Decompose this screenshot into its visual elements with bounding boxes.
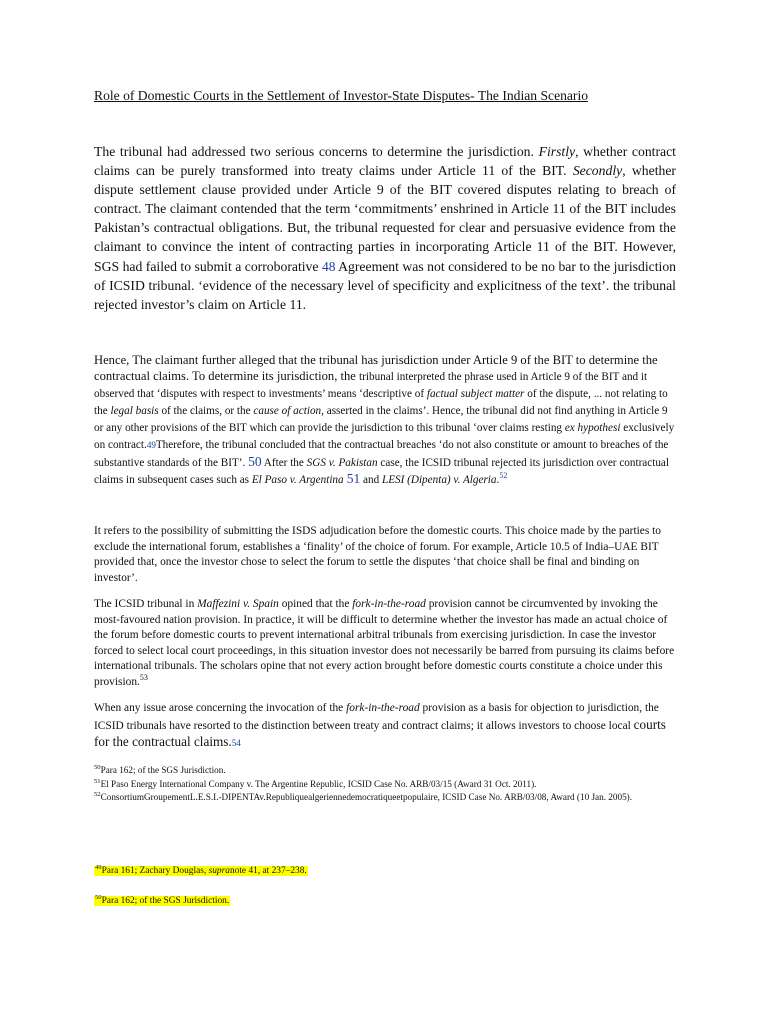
highlight-mark: $^{49}$Para 161; Zachary Douglas, supranote 41, at 237–238. [95, 863, 307, 876]
footnote-ref-51[interactable]: 51 [346, 470, 361, 486]
footnote-51: $^{51}$El Paso Energy International Company v. The Argentine Republic, ICSID Case No. ARB/03/15 (Award 31 Oct. 2011). [94, 777, 537, 789]
footnote-ref-52[interactable]: 52 [499, 470, 508, 480]
highlighted-note-49 [94, 865, 308, 877]
highlight-mark: $^{50}$Para 162; of the SGS Jurisdiction. [95, 893, 230, 906]
footnote-52: $^{52}$ConsortiumGroupementL.E.S.I.-DIPENTAv.Republiquealgeriennedemocratiqueetpopulaire, ICSID Case No. ARB/03/08, Award (10 Jan. 2005). [94, 790, 633, 802]
footnote-50: $^{50}$Para 162; of the SGS Jurisdiction. [94, 763, 226, 775]
document-title: Role of Domestic Courts in the Settlement of Investor-State Disputes- The Indian Scenario [94, 88, 589, 103]
paragraph-fork-in-the-road-finality: It refers to the possibility of submitting the ISDS adjudication before the domestic courts. This choice made by the parties to exclude the international forum, establishes a ‘finality’ of the choice of forum. For example, Article 10.5 of India–UAE BIT provided that, once the investor chose to select the forum to settle the disputes ‘that choice shall be final and binding on investor’. [94, 525, 661, 584]
footnote-ref-53[interactable]: 53 [139, 673, 148, 683]
highlighted-note-50 [94, 895, 230, 907]
footnote-ref-50[interactable]: 50 [248, 453, 262, 469]
paragraph-treaty-contract-distinction: When any issue arose concerning the invocation of the fork-in-the-road provision as a basis for objection to jurisdiction, the ICSID tribunals have resorted to the distinction between treaty and contract claims; it allows investors to choose local courts for the contractual claims.54 [94, 702, 666, 750]
footnote-ref-54[interactable]: 54 [231, 738, 241, 749]
paragraph-tribunal-concerns: The tribunal had addressed two serious concerns to determine the jurisdiction. Firstly, whether contract claims can be purely transformed into treaty claims under Article 11 of the BIT. Secondly, whether dispute settlement clause provided under Article 9 of the BIT covered disputes relating to breach of contract. The claimant contended that the term ‘commitments’ enshrined in Article 11 of the BIT includes Pakistan’s contractual obligations. But, the tribunal requested for clear and persuasive evidence from the claimant to convince the intent of contracting parties in incorporating Article 11 of the BIT. However, SGS had failed to submit a corroborative 48 Agreement was not considered to be no bar to the jurisdiction of ICSID tribunal. ‘evidence of the necessary level of specificity and explicitness of the text’. the tribunal rejected investor’s claim on Article 11. [94, 144, 677, 312]
paragraph-article-9: Hence, The claimant further alleged that the tribunal has jurisdiction under Article 9 of the BIT to determine the contractual claims. To determine its jurisdiction, the tribunal interpreted the phrase used in Article 9 of the BIT and it observed that ‘disputes with respect to investments’ means ‘descriptive of factual subject matter of the dispute, ... not relating to the legal basis of the claims, or the cause of action, asserted in the claims’. Hence, the tribunal did not find anything in Article 9 or any other provisions of the BIT which can provide the jurisdiction to this tribunal ‘over claims resting ex hypothesi exclusively on contract.49Therefore, the tribunal concluded that the contractual breaches ‘do not also constitute or amount to breaches of the substantive standards of the BIT’. 50 After the SGS v. Pakistan case, the ICSID tribunal rejected its jurisdiction over contractual claims in subsequent cases such as El Paso v. Argentina 51 and LESI (Dipenta) v. Algeria.$^{52}$ [94, 353, 675, 486]
paragraph-maffezini: The ICSID tribunal in Maffezini v. Spain opined that the fork-in-the-road provision cannot be circumvented by invoking the most-favoured nation provision. In practice, it will be difficult to determine whether the investor has made an actual choice of the forum before domestic courts to prevent international arbitral tribunals from exercising jurisdiction. In case the investor forced to select local court proceedings, in this situation investor does not necessarily be barred from pursuing its claims before international tribunals. The scholars opine that not every action brought before domestic courts constitute a choice under this provision.$^{53}$ [94, 598, 675, 688]
footnote-ref-49[interactable]: 49 [146, 440, 156, 451]
footnote-ref-48[interactable]: 48 [321, 258, 336, 274]
